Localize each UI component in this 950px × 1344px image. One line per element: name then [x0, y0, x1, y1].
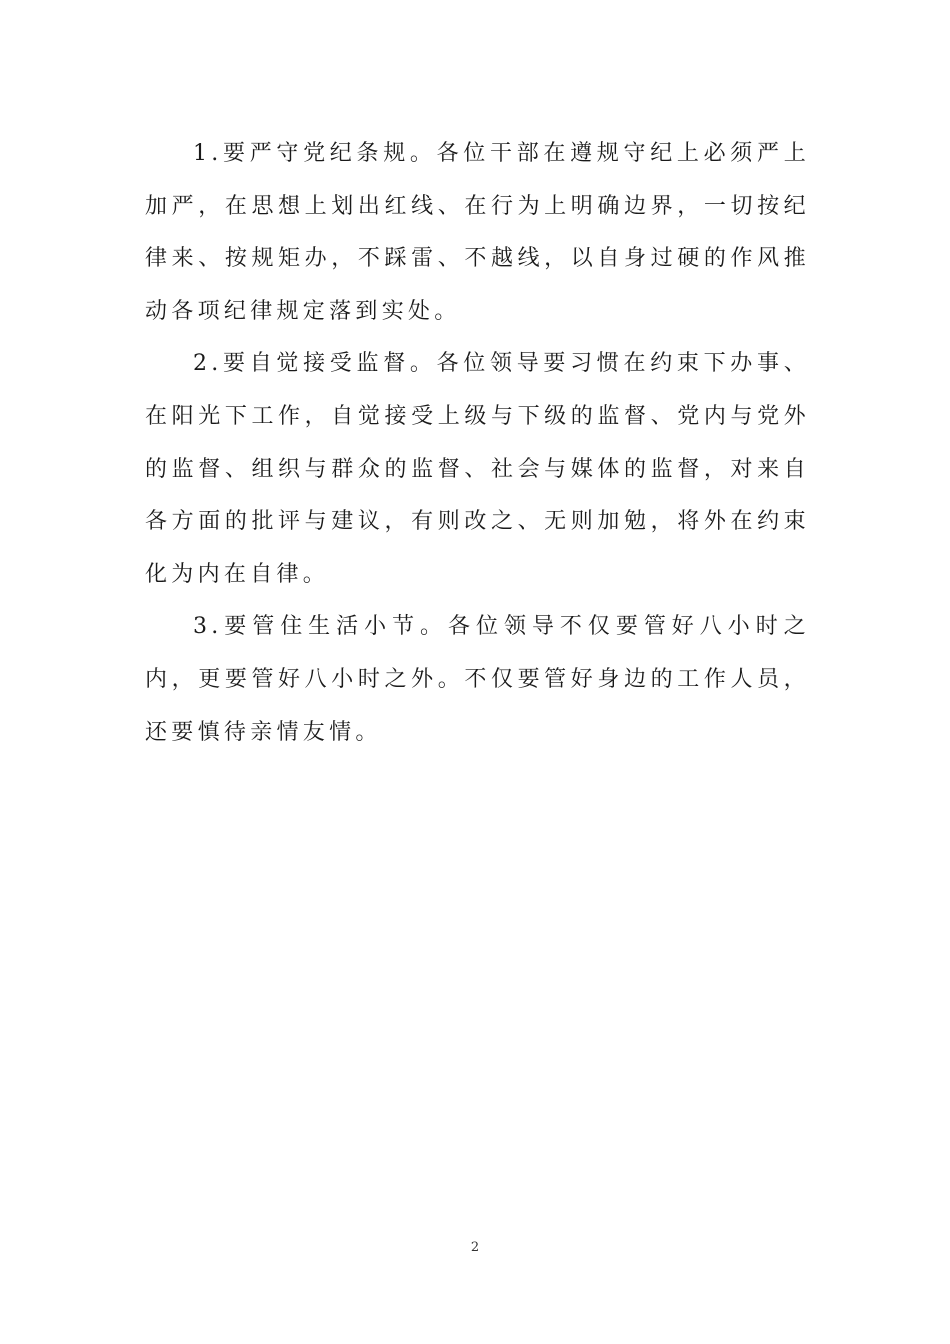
paragraph-3: 3.要管住生活小节。各位领导不仅要管好八小时之内，更要管好八小时之外。不仅要管好身边的工作人员，还要慎待亲情友情。 — [145, 614, 810, 745]
paragraph-2: 2.要自觉接受监督。各位领导要习惯在约束下办事、在阳光下工作，自觉接受上级与下级的监督、党内与党外的监督、组织与群众的监督、社会与媒体的监督，对来自各方面的批评与建议，有则改之、无则加勉，将外在约束化为内在自律。 — [145, 351, 810, 587]
document-body — [145, 128, 810, 759]
page-number: 2 — [470, 1240, 480, 1255]
paragraph-1: 1.要严守党纪条规。各位干部在遵规守纪上必须严上加严，在思想上划出红线、在行为上明确边界，一切按纪律来、按规矩办，不踩雷、不越线，以自身过硬的作风推动各项纪律规定落到实处。 — [145, 141, 810, 324]
